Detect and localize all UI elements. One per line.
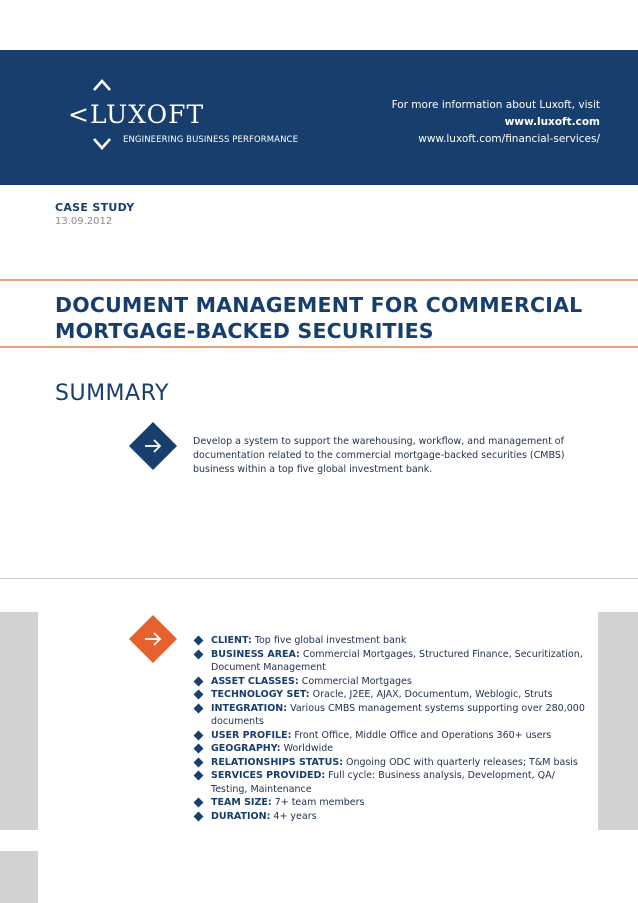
fact-value: Full cycle: Business analysis, Development, QA/ Testing, Maintenance — [211, 770, 555, 795]
fact-label: TEAM SIZE: — [211, 797, 272, 808]
list-item — [193, 756, 588, 770]
fact-value: Top five global investment bank — [254, 635, 407, 646]
fact-label: BUSINESS AREA: — [211, 648, 300, 660]
fact-label: CLIENT: — [211, 635, 252, 646]
fact-value: 7+ team members — [274, 797, 365, 808]
fact-value: Various CMBS management systems supporting over 280,000 documents — [211, 702, 585, 727]
logo-wordmark: <LUXOFT — [68, 100, 205, 129]
fact-value: Worldwide — [283, 743, 334, 754]
divider — [0, 279, 638, 281]
page-title — [55, 292, 615, 344]
contact-info — [392, 97, 600, 148]
chevron-down-icon — [92, 137, 112, 151]
title-line: DOCUMENT MANAGEMENT FOR COMMERCIAL — [55, 293, 583, 317]
side-bar-left — [0, 851, 38, 903]
fact-value: Commercial Mortgages — [301, 675, 412, 687]
diamond-bullet-icon — [194, 744, 204, 754]
list-item — [193, 688, 588, 702]
diamond-bullet-icon — [194, 730, 204, 740]
logo-tagline: ENGINEERING BUSINESS PERFORMANCE — [123, 135, 299, 145]
header-banner — [0, 50, 638, 185]
fact-label: USER PROFILE: — [211, 729, 292, 741]
diamond-bullet-icon — [194, 798, 204, 808]
fact-value: Ongoing ODC with quarterly releases; T&M basis — [346, 756, 578, 768]
fact-label: GEOGRAPHY: — [211, 743, 281, 754]
side-bar-left — [0, 612, 38, 830]
fact-value: Oracle, J2EE, AJAX, Documentum, Weblogic, Struts — [312, 689, 553, 700]
divider — [0, 578, 638, 579]
fact-value: Front Office, Middle Office and Operations 360+ users — [294, 729, 552, 741]
fact-label: DURATION: — [211, 810, 271, 822]
fact-label: RELATIONSHIPS STATUS: — [211, 756, 343, 768]
fact-label: SERVICES PROVIDED: — [211, 770, 326, 781]
diamond-bullet-icon — [194, 703, 204, 713]
section-heading-summary: SUMMARY — [55, 381, 169, 406]
summary-text: Develop a system to support the warehousing, workflow, and management of documentation related to the commercial mortgage-backed securities (CMBS) business within a top five global investment bank. — [193, 436, 565, 475]
diamond-bullet-icon — [194, 811, 204, 821]
diamond-bullet-icon — [194, 636, 204, 646]
divider — [0, 346, 638, 348]
list-item — [193, 742, 588, 756]
list-item — [193, 796, 588, 810]
fact-label: ASSET CLASSES: — [211, 675, 299, 687]
diamond-bullet-icon — [194, 649, 204, 659]
website-link[interactable]: www.luxoft.com — [504, 116, 600, 128]
case-study-label: CASE STUDY — [55, 201, 135, 214]
diamond-bullet-icon — [194, 690, 204, 700]
side-bar-right — [598, 612, 638, 830]
contact-line: For more information about Luxoft, visit — [391, 99, 600, 111]
list-item — [193, 769, 588, 796]
list-item — [193, 810, 588, 824]
list-item — [193, 729, 588, 743]
luxoft-logo[interactable] — [68, 78, 308, 158]
case-study-date: 13.09.2012 — [55, 216, 113, 227]
arrow-right-icon — [136, 429, 170, 463]
facts-list — [193, 634, 588, 823]
diamond-bullet-icon — [194, 757, 204, 767]
list-item — [193, 648, 588, 675]
fact-value: 4+ years — [273, 810, 317, 822]
diamond-bullet-icon — [194, 676, 204, 686]
list-item — [193, 702, 588, 729]
diamond-bullet-icon — [194, 771, 204, 781]
chevron-up-icon — [92, 78, 112, 92]
list-item — [193, 634, 588, 648]
arrow-right-icon — [136, 622, 170, 656]
fact-label: TECHNOLOGY SET: — [211, 689, 310, 700]
financial-services-link[interactable]: www.luxoft.com/financial-services/ — [418, 133, 600, 145]
fact-value: Commercial Mortgages, Structured Finance, Securitization, Document Management — [211, 648, 583, 673]
title-line: MORTGAGE-BACKED SECURITIES — [55, 319, 434, 343]
list-item — [193, 675, 588, 689]
fact-label: INTEGRATION: — [211, 702, 288, 714]
